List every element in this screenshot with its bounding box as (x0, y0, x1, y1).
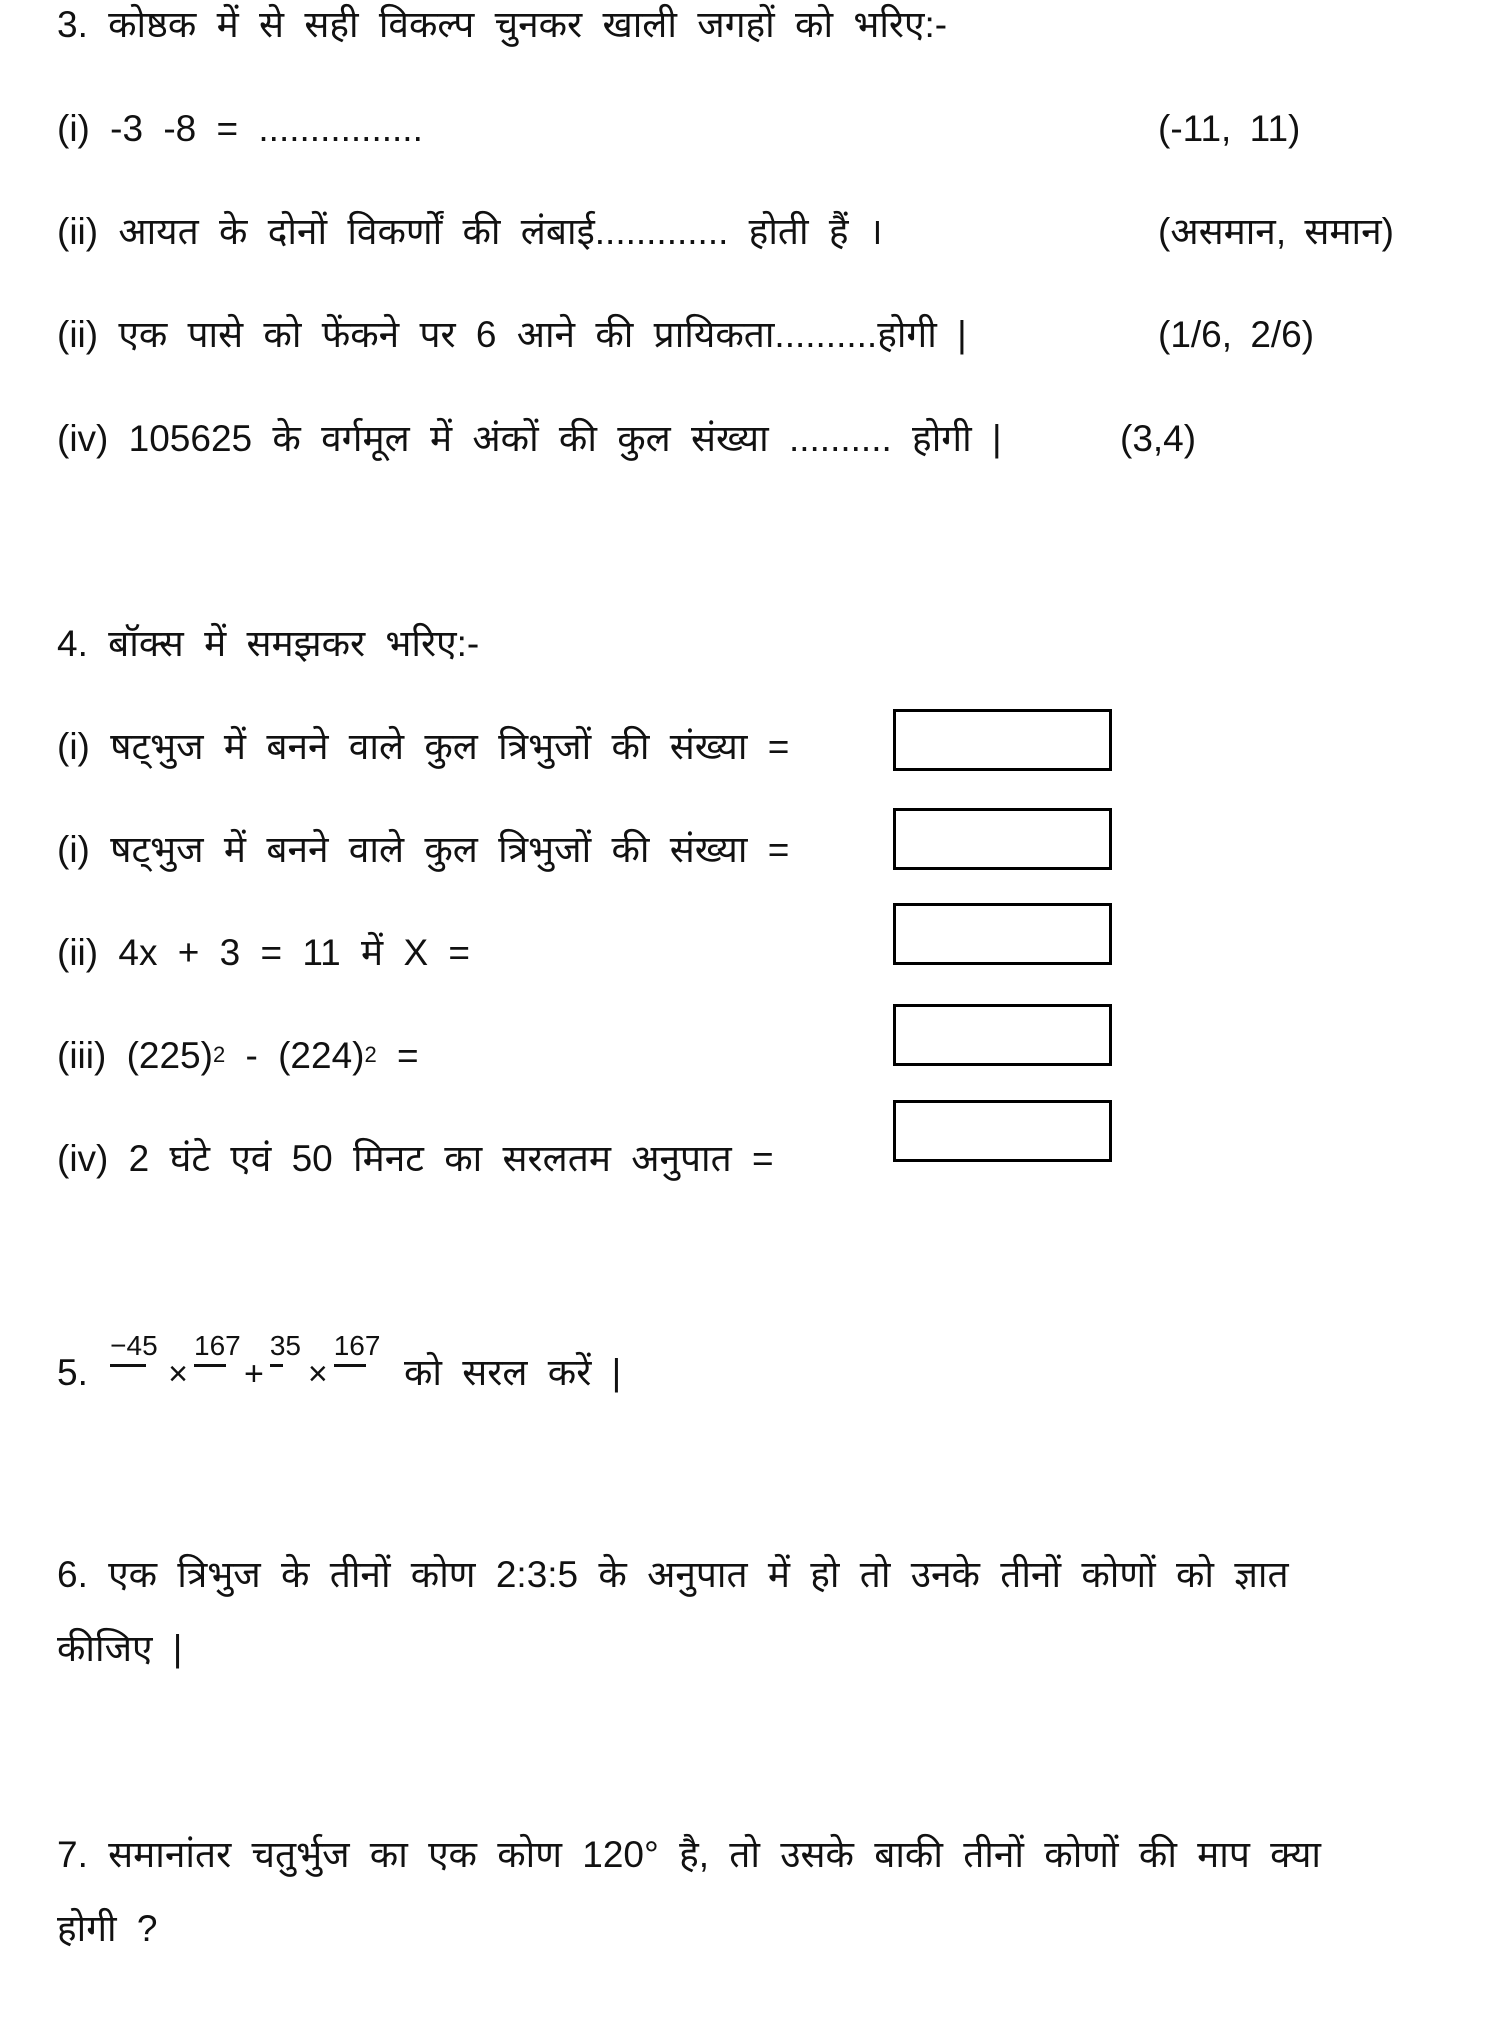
q5-fraction-1 (110, 1330, 162, 1385)
q4-item-5: (iv) 2 घंटे एवं 50 मिनट का सरलतम अनुपात = (57, 1138, 774, 1179)
q5-fraction-2 (194, 1330, 241, 1385)
q6-line-2: कीजिए | (57, 1628, 183, 1669)
q3-title: 3. कोष्ठक में से सही विकल्प चुनकर खाली जगहों को भरिए:- (57, 4, 948, 45)
q4-item-4 (57, 1037, 419, 1074)
q4-title: 4. बॉक्स में समझकर भरिए:- (57, 623, 480, 664)
q3-item-2-options: (असमान, समान) (1158, 211, 1394, 252)
q4-item-4-suffix: = (376, 1035, 419, 1076)
q3-item-3: (ii) एक पासे को फेंकने पर 6 आने की प्रायिकता..........होगी | (57, 314, 967, 355)
q5-fraction-2-bar (194, 1364, 226, 1367)
q4-item-4-exponent-1: 2 (212, 1042, 226, 1067)
q3-item-3-options: (1/6, 2/6) (1158, 314, 1315, 355)
q5-operator-1: × (168, 1355, 188, 1393)
q4-item-4-mid: - (224) (225, 1035, 365, 1076)
answer-box-3[interactable] (893, 903, 1112, 965)
q5-operator-2: + (244, 1355, 264, 1393)
q5-fraction-4-numerator: 167 (333, 1330, 381, 1361)
q5-fraction-3-numerator: 35 (269, 1330, 302, 1361)
q5-fraction-1-bar (110, 1364, 146, 1367)
answer-box-4[interactable] (893, 1004, 1112, 1066)
q3-item-4-options: (3,4) (1120, 418, 1197, 459)
q4-item-2: (i) षट्भुज में बनने वाले कुल त्रिभुजों की संख्या = (57, 829, 790, 870)
q5-expression (57, 1330, 622, 1393)
q5-fraction-2-numerator: 167 (194, 1330, 241, 1361)
answer-box-2[interactable] (893, 808, 1112, 870)
q5-suffix: को सरल करें | (404, 1352, 622, 1393)
q5-number: 5. (57, 1352, 88, 1393)
q5-fraction-3-bar (270, 1364, 283, 1367)
q4-item-4-exponent-2: 2 (364, 1042, 377, 1067)
q7-line-1: 7. समानांतर चतुर्भुज का एक कोण 120° है, तो उसके बाकी तीनों कोणों की माप क्या (57, 1834, 1322, 1875)
q3-item-1: (i) -3 -8 = ................ (57, 108, 423, 149)
q3-item-2: (ii) आयत के दोनों विकर्णों की लंबाई............. होती हैं । (57, 211, 883, 252)
q5-operator-3: × (307, 1355, 328, 1393)
q5-fraction-4 (333, 1330, 382, 1385)
q3-item-4: (iv) 105625 के वर्गमूल में अंकों की कुल संख्या .......... होगी | (57, 418, 1002, 459)
q4-item-3: (ii) 4x + 3 = 11 में X = (57, 932, 471, 973)
q4-item-4-prefix: (iii) (225) (57, 1035, 213, 1076)
q4-item-1: (i) षट्भुज में बनने वाले कुल त्रिभुजों की संख्या = (57, 726, 790, 767)
q5-fraction-4-bar (334, 1364, 366, 1367)
q5-fraction-1-numerator: −45 (110, 1330, 158, 1361)
q7-line-2: होगी ? (57, 1908, 158, 1949)
q6-line-1: 6. एक त्रिभुज के तीनों कोण 2:3:5 के अनुपात में हो तो उनके तीनों कोणों को ज्ञात (57, 1554, 1289, 1595)
q3-item-1-options: (-11, 11) (1158, 108, 1301, 149)
q5-fraction-3 (269, 1330, 302, 1385)
answer-box-5[interactable] (893, 1100, 1112, 1162)
answer-box-1[interactable] (893, 709, 1112, 771)
